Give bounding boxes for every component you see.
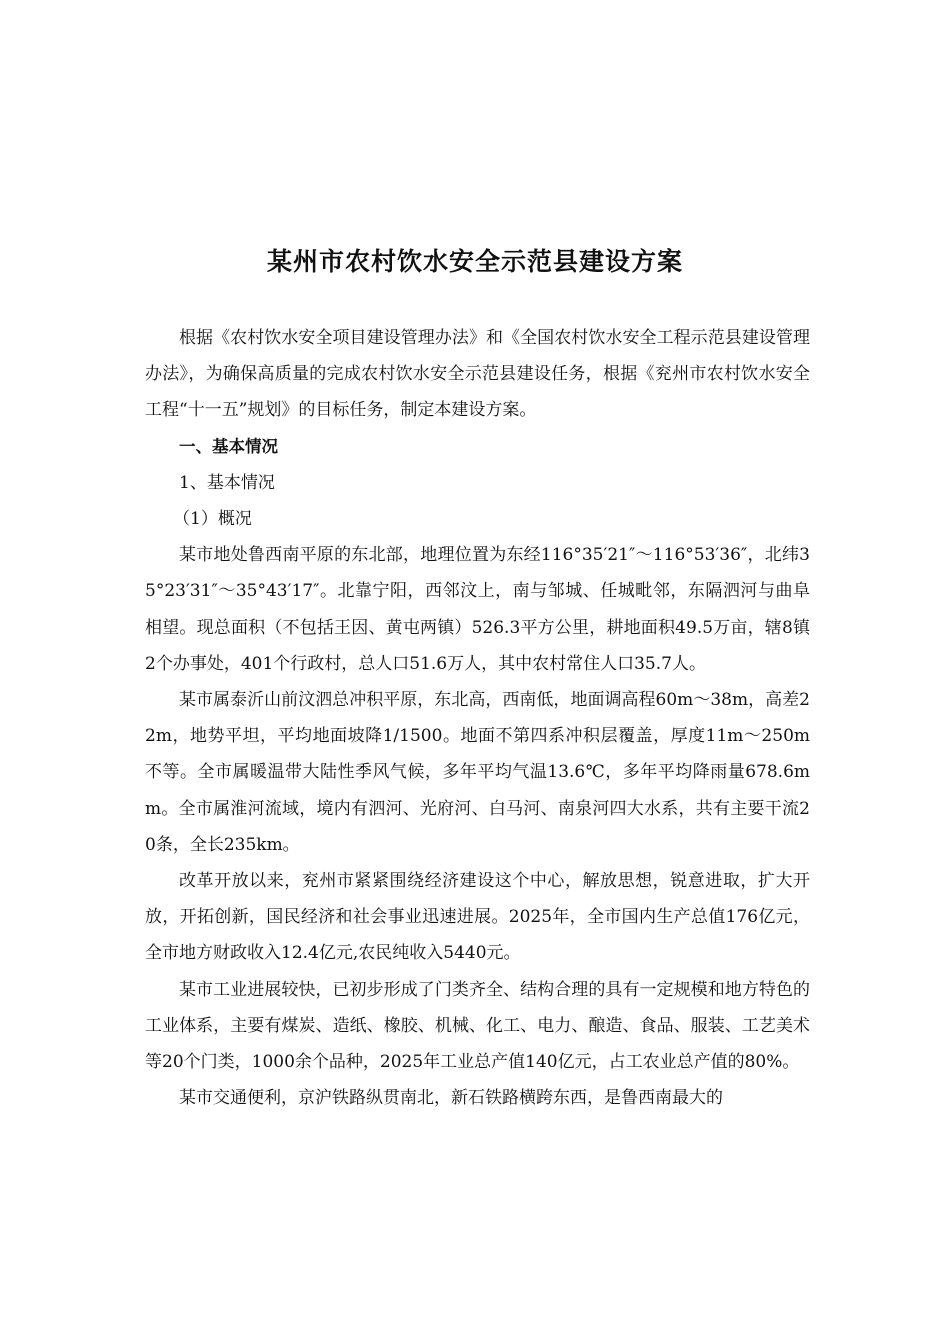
body-paragraph: 某市交通便利，京沪铁路纵贯南北，新石铁路横跨东西，是鲁西南最大的: [179, 1088, 723, 1109]
document-body: [145, 320, 810, 1116]
body-paragraph: 某市工业进展较快，已初步形成了门类齐全、结构合理的具有一定规模和地方特色的工业体系，主要有煤炭、造纸、橡胶、机械、化工、电力、酿造、食品、服装、工艺美术等20个门类，1000余个品种，2025年工业总产值140亿元，占工农业总产值的80%。: [145, 979, 810, 1073]
subsection-heading: 1、基本情况: [179, 472, 275, 493]
section-heading: 一、基本情况: [179, 436, 278, 456]
body-paragraph: 某市属泰沂山前汶泗总冲积平原，东北高，西南低，地面调高程60m～38m，高差22m，地势平坦，平均地面坡降1/1500。地面不第四系冲积层覆盖，厚度11m～250m不等。全市属暖温带大陆性季风气候，多年平均气温13.6℃，多年平均降雨量678.6mm。全市属淮河流域，境内有泗河、光府河、白马河、南泉河四大水系，共有主要干流20条，全长235km。: [145, 690, 810, 855]
document-title: 某州市农村饮水安全示范县建设方案: [266, 247, 683, 276]
subsubsection-heading: （1）概况: [173, 509, 252, 530]
intro-paragraph: 根据《农村饮水安全项目建设管理办法》和《全国农村饮水安全工程示范县建设管理办法》，为确保高质量的完成农村饮水安全示范县建设任务，根据《兖州市农村饮水安全工程“十一五”规划》的目标任务，制定本建设方案。: [145, 328, 810, 421]
body-paragraph: 改革开放以来，兖州市紧紧围绕经济建设这个中心，解放思想，锐意进取，扩大开放，开拓创新，国民经济和社会事业迅速进展。2025年，全市国内生产总值176亿元，全市地方财政收入12.4亿元,农民纯收入5440元。: [145, 871, 810, 964]
body-paragraph: 某市地处鲁西南平原的东北部，地理位置为东经116°35′21″～116°53′36″，北纬35°23′31″～35°43′17″。北靠宁阳，西邻汶上，南与邹城、任城毗邻，东隔泗河与曲阜相望。现总面积（不包括王因、黄屯两镇）526.3平方公里，耕地面积49.5万亩，辖8镇2个办事处，401个行政村，总人口51.6万人，其中农村常住人口35.7人。: [145, 545, 810, 674]
